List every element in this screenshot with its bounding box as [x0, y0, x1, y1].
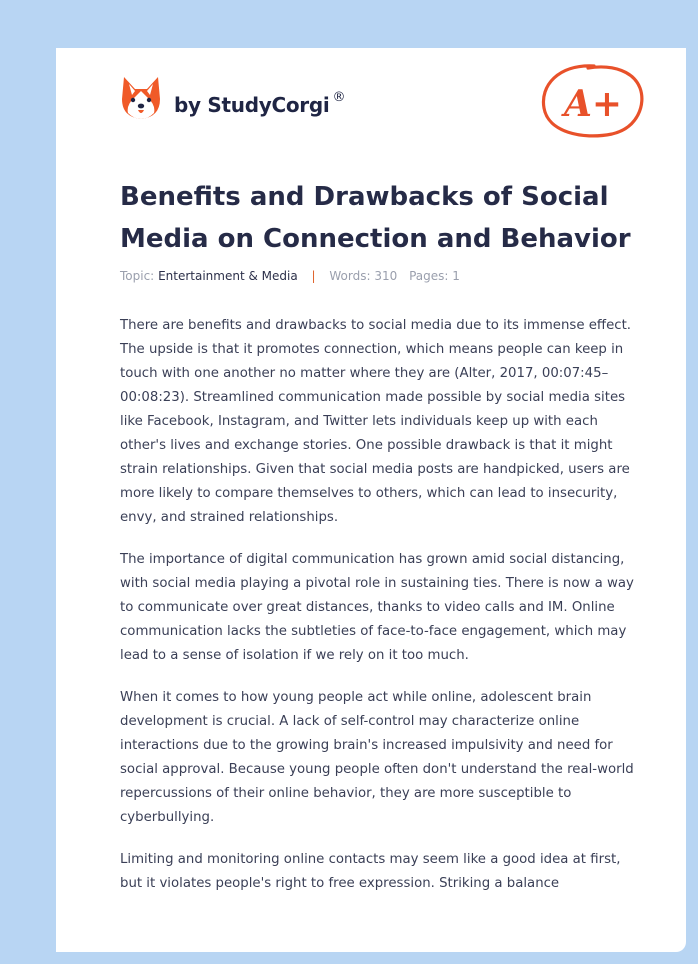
corgi-icon[interactable]: [120, 75, 162, 121]
meta-separator: |: [311, 269, 316, 283]
article-title: Benefits and Drawbacks of Social Media on Connection and Behavior: [120, 182, 631, 254]
paragraph: The importance of digital communication has grown amid social distancing, with social media playing a pivotal role in sustaining ties. There is now a way to communicate over great distances, thanks to video calls and IM. Online communication lacks the subtleties of face-to-face engagement, which may lead to a sense of isolation if we rely on it too much.: [120, 552, 634, 663]
site-header: [56, 48, 686, 148]
paragraph: When it comes to how young people act while online, adolescent brain development is crucial. A lack of self-control may characterize online interactions due to the growing brain's increased impulsivity and need for social approval. Because young people often don't understand the real-world repercussions of their online behavior, they are more susceptible to cyberbullying.: [120, 690, 634, 825]
article-meta: [120, 269, 460, 283]
grade-badge: [538, 60, 648, 142]
topic-link[interactable]: Entertainment & Media: [158, 269, 298, 283]
grade-text: A+: [563, 83, 623, 125]
pages-value: 1: [452, 269, 460, 283]
brand-text: by StudyCorgi: [174, 93, 330, 117]
document-page: [56, 48, 686, 952]
article-body: [120, 314, 636, 914]
brand-name[interactable]: [174, 90, 346, 117]
words-value: 310: [374, 269, 398, 283]
registered-mark: ®: [332, 90, 346, 106]
pages-label: Pages:: [409, 269, 449, 283]
words-label: Words:: [329, 269, 371, 283]
paragraph: Limiting and monitoring online contacts may seem like a good idea at first, but it violates people's right to free expression. Striking a balance: [120, 852, 621, 891]
paragraph: There are benefits and drawbacks to social media due to its immense effect. The upside is that it promotes connection, which means people can keep in touch with one another no matter where they are (Alter, 2017, 00:07:45–00:08:23). Streamlined communication made possible by social media sites like Facebook, Instagram, and Twitter lets individuals keep up with each other's lives and exchange stories. One possible drawback is that it might strain relationships. Given that social media posts are handpicked, users are more likely to compare themselves to others, which can lead to insecurity, envy, and strained relationships.: [120, 318, 632, 525]
topic-label: Topic:: [120, 269, 155, 283]
